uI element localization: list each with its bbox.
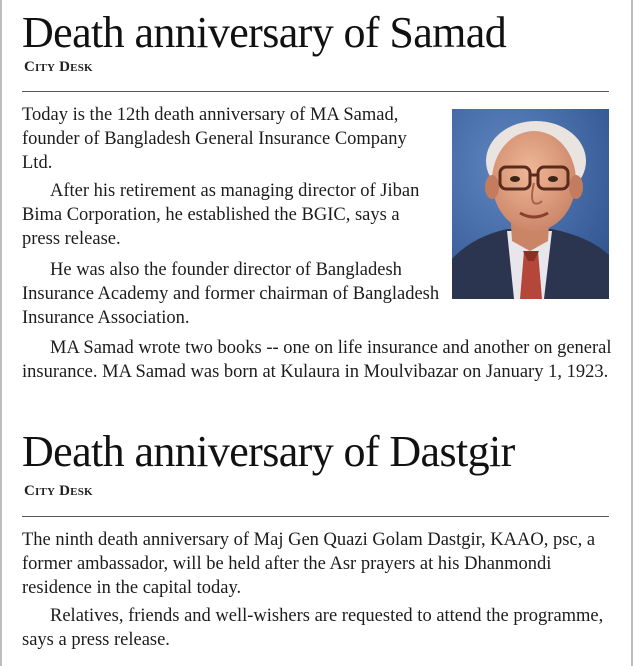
headline-samad: Death anniversary of Samad — [22, 8, 507, 57]
paragraph-dastgir-1: The ninth death anniversary of Maj Gen Quazi Golam Dastgir, KAAO, psc, a former ambassador, will be held after the Asr prayers at his Dhanmondi residence in the capital today. — [22, 530, 596, 598]
portrait-photo — [452, 109, 609, 299]
byline-samad: City Desk — [24, 59, 93, 75]
paragraph-samad-4: MA Samad wrote two books -- one on life insurance and another on general insurance. MA Samad was born at Kulaura in Moulvibazar on January 1, 1923. — [22, 338, 612, 382]
paragraph-samad-3: He was also the founder director of Bangladesh Insurance Academy and former chairman of Bangladesh Insurance Association. — [22, 260, 440, 328]
divider-dastgir — [22, 516, 609, 517]
byline-dastgir: City Desk — [24, 483, 93, 499]
paragraph-dastgir-2: Relatives, friends and well-wishers are requested to attend the programme, says a press release. — [22, 606, 604, 650]
paragraph-samad-1: Today is the 12th death anniversary of MA Samad, founder of Bangladesh General Insurance Company Ltd. — [22, 105, 407, 173]
paragraph-samad-2: After his retirement as managing director of Jiban Bima Corporation, he established the BGIC, says a press release. — [22, 181, 420, 249]
left-column-rule — [0, 0, 2, 666]
headline-dastgir: Death anniversary of Dastgir — [22, 427, 515, 476]
divider-samad — [22, 91, 609, 92]
